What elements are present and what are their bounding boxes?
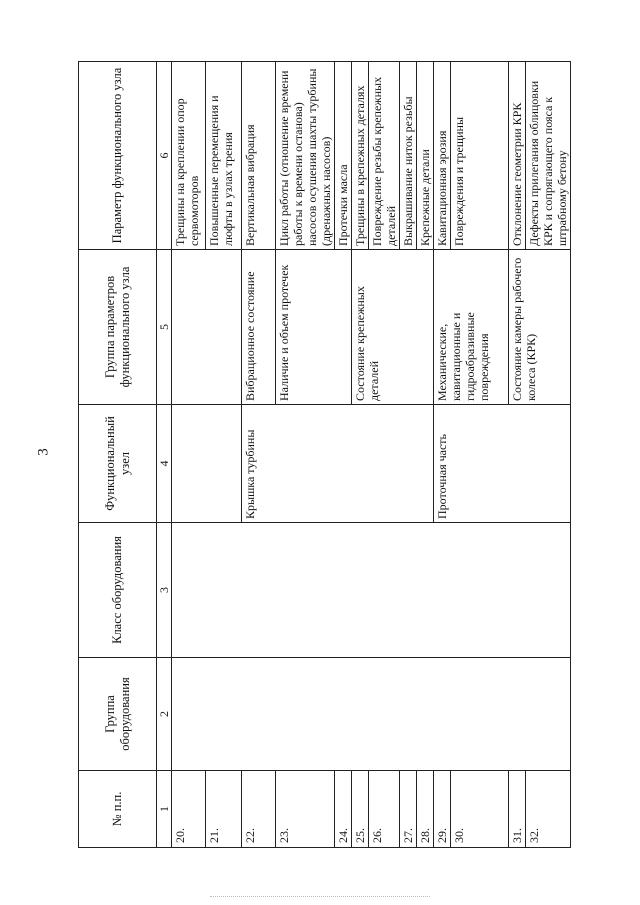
header-class: Класс оборудования xyxy=(79,523,157,658)
equipment-parameters-table xyxy=(78,61,571,848)
row-number: 30. xyxy=(451,771,509,848)
table-row xyxy=(172,62,206,848)
param-group-cell: Состояние крепежных деталей xyxy=(352,250,434,405)
col-index: 2 xyxy=(157,658,172,771)
param-cell: Выкрашивание ниток резьбы xyxy=(400,62,417,250)
row-number: 21. xyxy=(206,771,242,848)
param-cell: Повреждение резьбы крепежных деталей xyxy=(369,62,400,250)
row-number: 28. xyxy=(417,771,434,848)
param-cell: Кавитационная эрозия xyxy=(434,62,451,250)
row-number: 26. xyxy=(369,771,400,848)
param-cell: Крепежные детали xyxy=(417,62,434,250)
param-group-cell: Состояние камеры рабочего колеса (КРК) xyxy=(509,250,571,405)
param-cell: Трещины на креплении опор сервомоторов xyxy=(172,62,206,250)
param-cell: Повышенные перемещения и люфты в узлах трения xyxy=(206,62,242,250)
class-cell xyxy=(172,523,571,658)
equipment-table-container xyxy=(78,62,569,848)
param-cell: Повреждения и трещины xyxy=(451,62,509,250)
scan-edge-mark xyxy=(210,896,430,898)
row-number: 23. xyxy=(276,771,335,848)
header-node: Функциональный узел xyxy=(79,405,157,523)
param-cell: Протечки масла xyxy=(335,62,352,250)
header-param: Параметр функционального узла xyxy=(79,62,157,250)
row-number: 31. xyxy=(509,771,526,848)
row-number: 24. xyxy=(335,771,352,848)
header-num: № п.п. xyxy=(79,771,157,848)
col-index: 3 xyxy=(157,523,172,658)
col-index: 4 xyxy=(157,405,172,523)
node-cell xyxy=(172,405,242,523)
row-number: 22. xyxy=(242,771,276,848)
param-cell: Трещины в крепежных деталях xyxy=(352,62,369,250)
param-group-cell: Механические, кавитационные и гидроабразивные повреждения xyxy=(434,250,509,405)
param-group-cell: Наличие и объем протечек xyxy=(276,250,352,405)
column-index-row xyxy=(157,62,172,848)
group-cell xyxy=(172,658,571,771)
param-group-cell: Вибрационное состояние xyxy=(242,250,276,405)
table-header-row xyxy=(79,62,157,848)
param-cell: Дефекты прилегания облицовки КРК и сопрягающего пояса к штрабному бетону xyxy=(526,62,571,250)
row-number: 29. xyxy=(434,771,451,848)
param-group-cell xyxy=(172,250,242,405)
header-param-group: Группа параметров функционального узла xyxy=(79,250,157,405)
param-cell: Отклонение геометрии КРК xyxy=(509,62,526,250)
col-index: 5 xyxy=(157,250,172,405)
row-number: 32. xyxy=(526,771,571,848)
row-number: 20. xyxy=(172,771,206,848)
row-number: 25. xyxy=(352,771,369,848)
param-cell: Вертикальная вибрация xyxy=(242,62,276,250)
node-cell: Проточная часть xyxy=(434,405,571,523)
node-cell: Крышка турбины xyxy=(242,405,434,523)
col-index: 6 xyxy=(157,62,172,250)
col-index: 1 xyxy=(157,771,172,848)
header-group: Группа оборудования xyxy=(79,658,157,771)
page-number: 3 xyxy=(35,448,52,456)
param-cell: Цикл работы (отношение времени работы к времени останова) насосов осушения шахты турбины (дренажных насосов) xyxy=(276,62,335,250)
row-number: 27. xyxy=(400,771,417,848)
